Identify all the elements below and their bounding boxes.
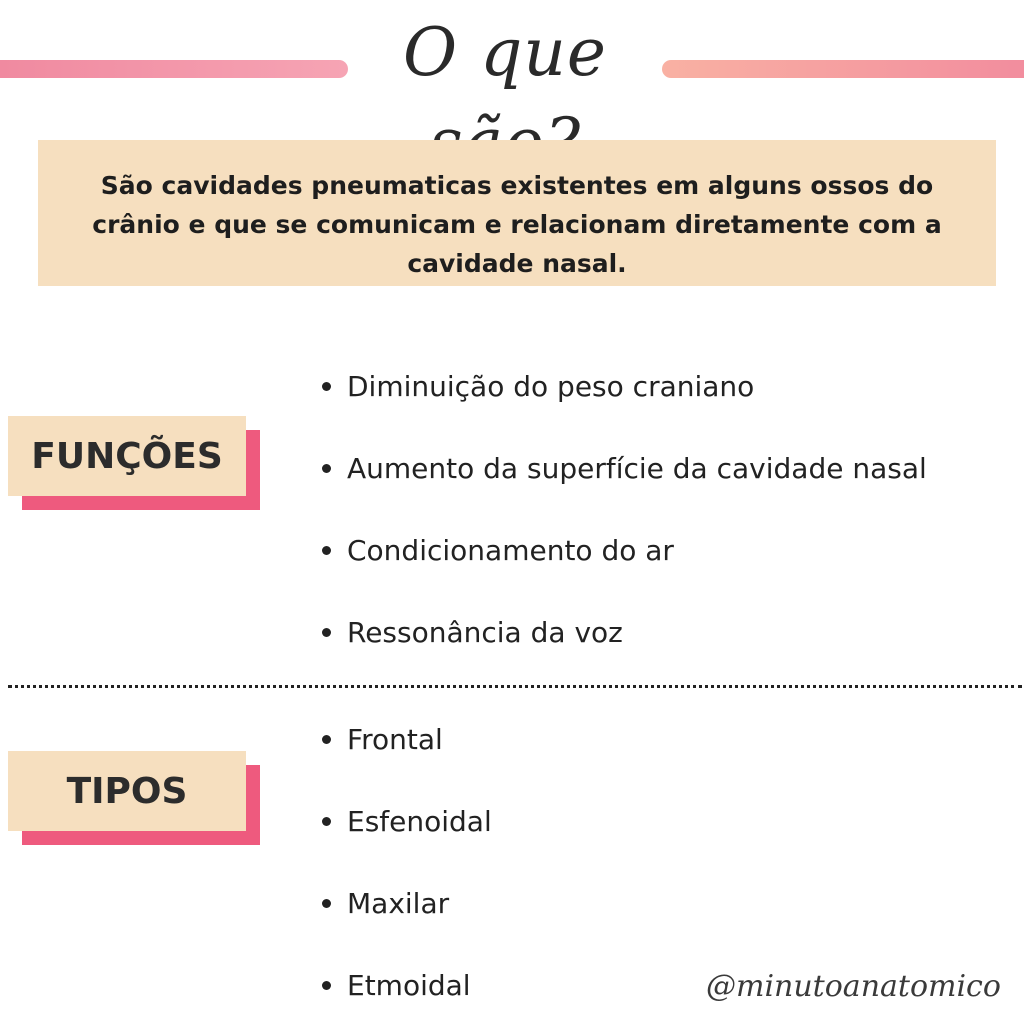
list-item: Frontal: [322, 722, 443, 758]
bullet-icon: [322, 899, 331, 908]
bullet-icon: [322, 464, 331, 473]
bullet-icon: [322, 628, 331, 637]
list-item: Ressonância da voz: [322, 615, 623, 651]
social-handle: @minutoanatomico: [706, 969, 1001, 1004]
definition-box: [38, 140, 996, 286]
funcoes-label-block: [8, 416, 262, 512]
list-item: Diminuição do peso craniano: [322, 369, 754, 405]
bullet-icon: [322, 735, 331, 744]
definition-text: São cavidades pneumaticas existentes em alguns ossos do crânio e que se comunicam e relacionam diretamente com a cavidade nasal.: [92, 171, 942, 278]
list-item: Aumento da superfície da cavidade nasal: [322, 451, 927, 487]
bullet-icon: [322, 382, 331, 391]
list-item: Etmoidal: [322, 968, 471, 1004]
bullet-icon: [322, 546, 331, 555]
tipos-label: TIPOS: [8, 751, 246, 831]
list-item: Esfenoidal: [322, 804, 492, 840]
bullet-icon: [322, 981, 331, 990]
list-item: Maxilar: [322, 886, 449, 922]
header-line-right: [662, 60, 1024, 78]
header-line-left: [0, 60, 348, 78]
page-title: O que: [403, 14, 607, 91]
bullet-icon: [322, 817, 331, 826]
funcoes-label: FUNÇÕES: [8, 416, 246, 496]
dotted-divider: [8, 685, 1022, 688]
tipos-label-block: [8, 751, 262, 847]
list-item: Condicionamento do ar: [322, 533, 674, 569]
